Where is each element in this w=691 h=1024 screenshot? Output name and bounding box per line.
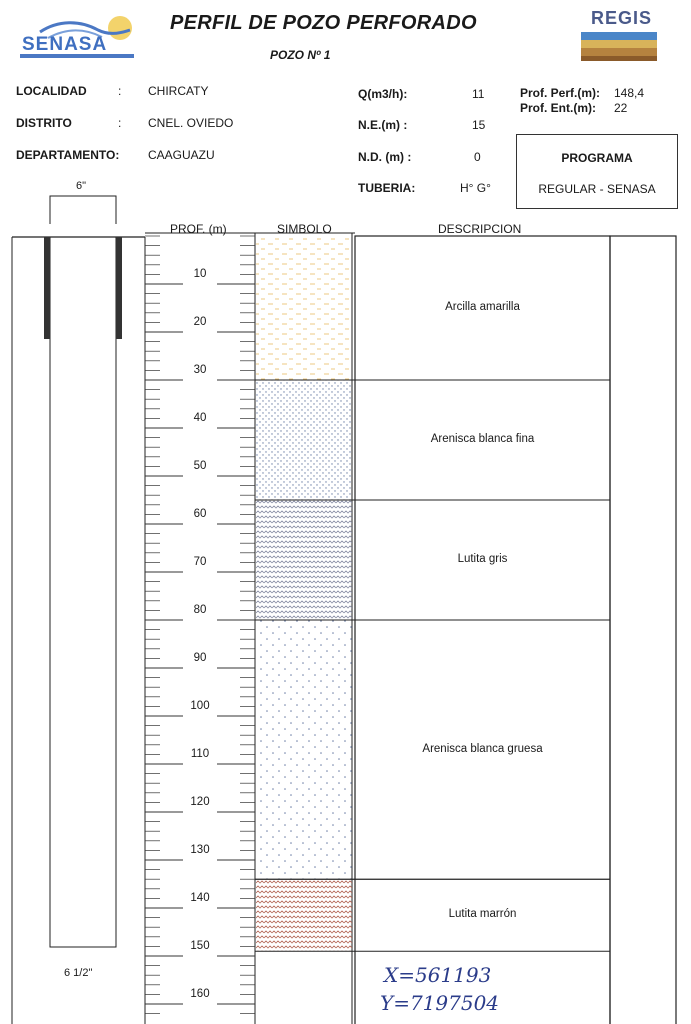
q-label: Q(m3/h):: [358, 87, 408, 101]
page-title: PERFIL DE POZO PERFORADO: [170, 12, 477, 34]
prof-ent-value: 22: [614, 101, 628, 115]
depth-tick-label: 50: [193, 460, 207, 472]
departamento-value: CAAGUAZU: [148, 148, 215, 162]
depth-tick-label: 140: [190, 892, 210, 904]
layer-symbol-2: [256, 500, 352, 620]
prof-ent-label: Prof. Ent.(m):: [520, 101, 596, 115]
prof-perf-value: 148,4: [614, 86, 645, 100]
prof-column-header: PROF. (m): [170, 222, 227, 236]
well-bottom-diameter: 6 1/2": [64, 967, 93, 979]
nd-value: 0: [474, 150, 481, 164]
page-subtitle: POZO Nº 1: [270, 48, 331, 62]
q-value: 11: [472, 87, 485, 101]
layer-description: Arcilla amarilla: [445, 301, 520, 313]
depth-tick-label: 110: [190, 748, 210, 760]
localidad-sep: :: [118, 84, 122, 98]
depth-tick-label: 20: [193, 316, 207, 328]
tuberia-label: TUBERIA:: [358, 181, 416, 195]
departamento-label: DEPARTAMENTO:: [16, 148, 120, 162]
depth-tick-label: 120: [190, 796, 210, 808]
depth-tick-label: 40: [193, 412, 207, 424]
layer-symbol-1: [256, 380, 352, 500]
depth-tick-label: 30: [193, 364, 207, 376]
distrito-label: DISTRITO: [16, 116, 72, 130]
borehole-outline: [50, 237, 116, 947]
depth-tick-label: 150: [190, 940, 210, 952]
casing-left: [44, 237, 50, 339]
senasa-logo-text: SENASA: [22, 34, 108, 55]
layer-description: Arenisca blanca fina: [430, 433, 535, 445]
programa-value: REGULAR - SENASA: [538, 182, 656, 196]
ne-value: 15: [472, 118, 486, 132]
distrito-sep: :: [118, 116, 122, 130]
layer-description: Arenisca blanca gruesa: [422, 742, 543, 755]
handwritten-x-coordinate: X=561193: [384, 963, 492, 987]
localidad-value: CHIRCATY: [148, 84, 209, 98]
depth-tick-label: 80: [193, 604, 207, 616]
description-frame: [355, 236, 610, 1024]
depth-tick-label: 60: [193, 508, 207, 520]
descripcion-column-header: DESCRIPCION: [438, 222, 522, 236]
depth-tick-label: 90: [193, 652, 207, 664]
depth-tick-label: 130: [190, 844, 210, 856]
prof-perf-label: Prof. Perf.(m):: [520, 86, 601, 100]
handwritten-y-coordinate: Y=7197504: [380, 991, 500, 1015]
distrito-value: CNEL. OVIEDO: [148, 116, 234, 130]
layer-symbol-3: [256, 620, 352, 879]
layer-symbol-4: [256, 879, 352, 951]
layer-description: Lutita marrón: [448, 908, 517, 921]
depth-tick-label: 100: [190, 700, 210, 712]
ne-label: N.E.(m) :: [358, 118, 408, 132]
localidad-label: LOCALIDAD: [16, 84, 87, 98]
tuberia-value: H° G°: [460, 181, 491, 195]
depth-tick-label: 160: [190, 988, 210, 1000]
simbolo-column-header: SIMBOLO: [277, 222, 332, 236]
depth-tick-label: 10: [193, 268, 207, 280]
regis-logo-text: REGIS: [591, 8, 653, 28]
well-top-diameter: 6": [76, 180, 87, 192]
depth-tick-label: 70: [193, 556, 207, 568]
programa-label: PROGRAMA: [561, 151, 633, 165]
nd-label: N.D. (m) :: [358, 150, 412, 164]
top-diameter-bracket: [50, 196, 116, 224]
casing-right: [116, 237, 122, 339]
layer-description: Lutita gris: [457, 553, 508, 565]
layer-symbol-0: [256, 236, 352, 380]
notes-frame: [610, 236, 676, 1024]
